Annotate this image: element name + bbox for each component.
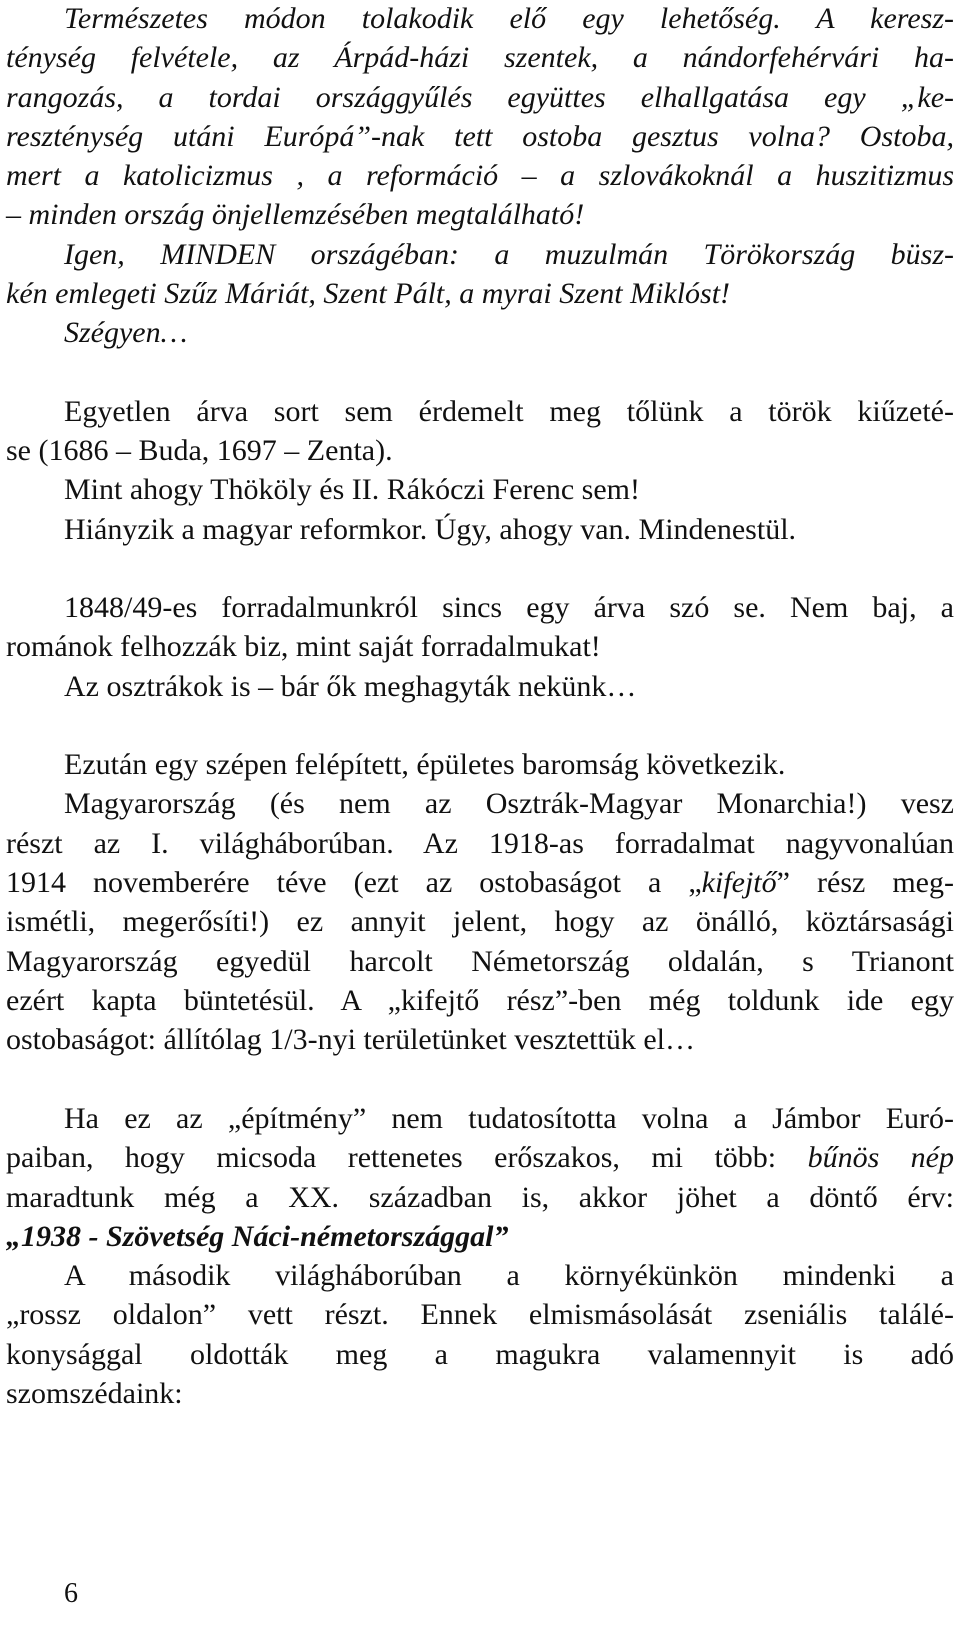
paragraph-2-line-3: Mint ahogy Thököly és II. Rákóczi Ferenc sem! (64, 473, 640, 506)
paragraph-1-line-7: Igen, MINDEN országéban: a muzulmán Törökország büsz- (64, 238, 954, 271)
paragraph-1-line-5: mert a katolicizmus , a reformáció – a szlovákoknál a huszitizmus (6, 159, 954, 192)
paragraph-4-line-4-text-b: ” rész meg- (776, 866, 954, 899)
paragraph-1-line-9: Szégyen… (64, 316, 188, 349)
paragraph-5-line-6: „rossz oldalon” vett részt. Ennek elmismásolását zseniális találé- (6, 1298, 954, 1331)
paragraph-5-line-7: konysággal oldották meg a magukra valamennyit is adó (6, 1338, 954, 1371)
paragraph-4-line-4-text-a: 1914 novemberére téve (ezt az ostobaságot a „ (6, 866, 702, 899)
paragraph-3-line-2: románok felhozzák biz, mint saját forradalmukat! (6, 630, 601, 663)
paragraph-4-line-8: ostobaságot: állítólag 1/3-nyi területünket vesztettük el… (6, 1023, 696, 1056)
paragraph-4-line-2: Magyarország (és nem az Osztrák-Magyar Monarchia!) vesz (64, 787, 954, 820)
paragraph-1-line-6: – minden ország önjellemzésében megtalálható! (6, 198, 585, 231)
paragraph-3-line-3: Az osztrákok is – bár ők meghagyták nekünk… (64, 670, 637, 703)
paragraph-5-line-1: Ha ez az „építmény” nem tudatosította volna a Jámbor Euró- (64, 1102, 954, 1135)
paragraph-1-line-1: Természetes módon tolakodik elő egy lehetőség. A keresz- (64, 2, 954, 35)
paragraph-4-line-7: ezért kapta büntetésül. A „kifejtő rész”-ben még toldunk ide egy (6, 984, 954, 1017)
paragraph-1-line-2: ténység felvétele, az Árpád-házi szentek, a nándorfehérvári ha- (6, 41, 954, 74)
paragraph-4-line-1: Ezután egy szépen felépített, épületes baromság következik. (64, 748, 786, 781)
paragraph-1-line-4: reszténység utáni Európá”-nak tett ostoba gesztus volna? Ostoba, (6, 120, 954, 153)
paragraph-3-line-1: 1848/49-es forradalmunkról sincs egy árva szó se. Nem baj, a (64, 591, 954, 624)
paragraph-5-line-5: A második világháborúban a környékünkön mindenki a (64, 1259, 954, 1292)
paragraph-5-line-3: maradtunk még a XX. században is, akkor jöhet a döntő érv: (6, 1181, 954, 1214)
paragraph-1-line-3: rangozás, a tordai országgyűlés együttes elhallgatása egy „ke- (6, 81, 954, 114)
paragraph-4-line-4 (6, 864, 954, 902)
paragraph-2-line-4: Hiányzik a magyar reformkor. Úgy, ahogy van. Mindenestül. (64, 513, 797, 546)
paragraph-4-line-6: Magyarország egyedül harcolt Németország oldalán, s Trianont (6, 945, 954, 978)
paragraph-5-line-2-text: paiban, hogy micsoda rettenetes erőszakos, mi több: (6, 1141, 808, 1174)
paragraph-5-line-2 (6, 1139, 954, 1177)
paragraph-5-line-8: szomszédaink: (6, 1377, 183, 1410)
paragraph-2-line-2: se (1686 – Buda, 1697 – Zenta). (6, 434, 393, 467)
page-number: 6 (64, 1578, 78, 1609)
paragraph-5-heading-1938: „1938 - Szövetség Náci-németországgal” (6, 1220, 509, 1253)
paragraph-4-line-5: ismétli, megerősíti!) ez annyit jelent, hogy az önálló, köztársasági (6, 905, 954, 938)
paragraph-1-line-8: kén emlegeti Szűz Máriát, Szent Pált, a myrai Szent Miklóst! (6, 277, 731, 310)
paragraph-2-line-1: Egyetlen árva sort sem érdemelt meg tőlünk a török kiűzeté- (64, 395, 954, 428)
paragraph-4-emphasis-kifejto: kifejtő (701, 866, 777, 899)
paragraph-4-line-3: részt az I. világháborúban. Az 1918-as forradalmat nagyvonalúan (6, 827, 954, 860)
paragraph-5-emphasis-bunos-nep: bűnös nép (807, 1141, 954, 1174)
